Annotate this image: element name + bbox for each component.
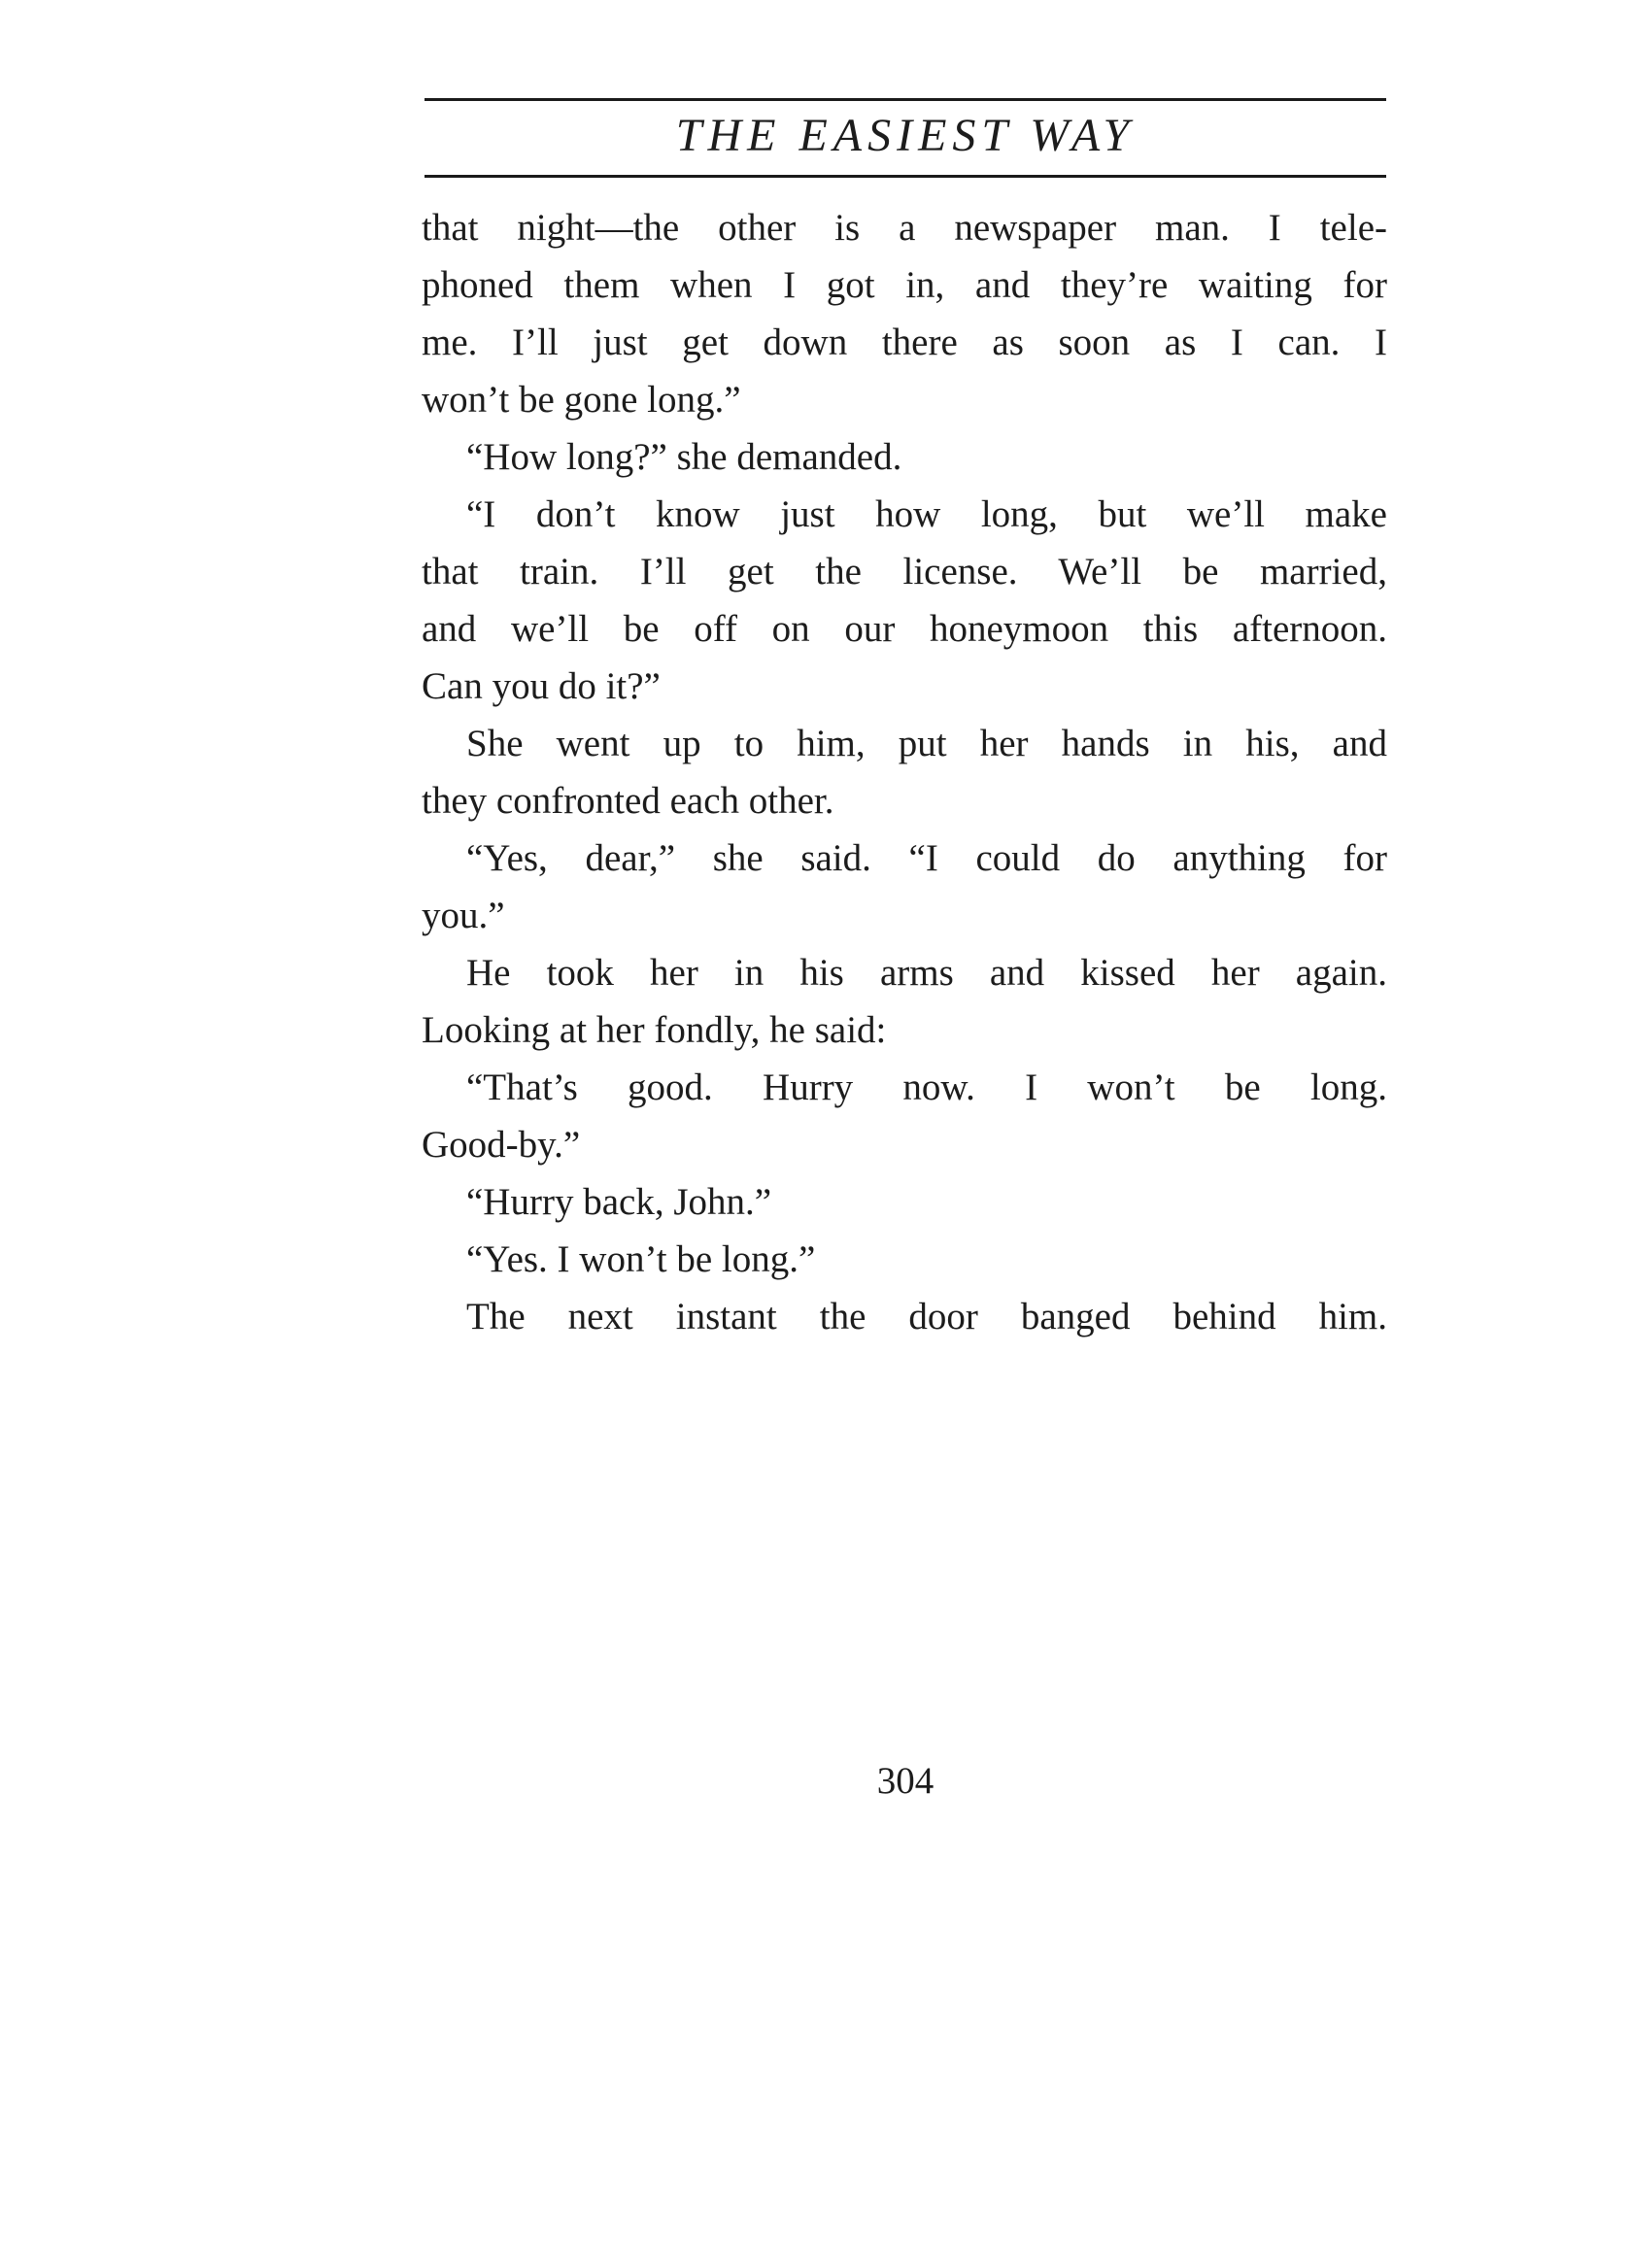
text-line: Good-by.”	[422, 1124, 581, 1166]
text-line: phoned them when I got in, and they’re waiting for	[422, 264, 1387, 306]
text-line: He took her in his arms and kissed her again.	[466, 952, 1387, 994]
text-line: won’t be gone long.”	[422, 379, 741, 421]
text-line: “I don’t know just how long, but we’ll make	[466, 493, 1387, 535]
text-line: that night—the other is a newspaper man. I tele-	[422, 207, 1387, 249]
text-line: “That’s good. Hurry now. I won’t be long.	[466, 1066, 1387, 1108]
text-line: me. I’ll just get down there as soon as I can. I	[422, 322, 1387, 363]
running-head-title: THE EASIEST WAY	[675, 110, 1136, 161]
header-rule-top	[425, 98, 1386, 101]
text-line: and we’ll be off on our honeymoon this afternoon.	[422, 608, 1387, 650]
text-line: Can you do it?”	[422, 665, 661, 707]
header-rule-bottom	[425, 175, 1386, 178]
text-line: The next instant the door banged behind him.	[466, 1296, 1387, 1337]
text-line: Looking at her fondly, he said:	[422, 1009, 887, 1051]
text-line: that train. I’ll get the license. We’ll be married,	[422, 551, 1387, 592]
text-line: they confronted each other.	[422, 780, 834, 822]
page-number: 304	[876, 1760, 934, 1802]
text-line: “Yes. I won’t be long.”	[466, 1238, 816, 1280]
text-line: you.”	[422, 895, 505, 936]
text-line: “Hurry back, John.”	[466, 1181, 772, 1223]
text-line: She went up to him, put her hands in his, and	[466, 723, 1387, 764]
body-text	[422, 199, 1387, 1345]
text-line: “How long?” she demanded.	[466, 436, 902, 478]
text-line: “Yes, dear,” she said. “I could do anything for	[466, 837, 1387, 879]
